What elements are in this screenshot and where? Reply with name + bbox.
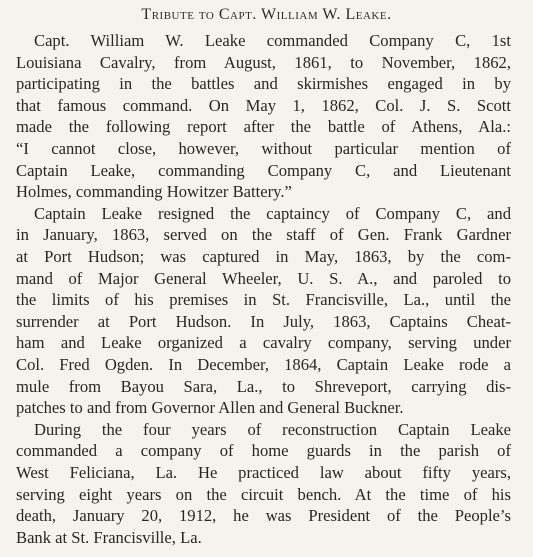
paragraph-2-line-4: mand of Major General Wheeler, U. S. A., and paroled to [16,268,511,288]
paragraph-2-line-9: mule from Bayou Sara, La., to Shreveport, carrying dis- [16,376,511,396]
paragraph-1-line-4: that famous command. On May 1, 1862, Col. J. S. Scott [16,95,511,115]
paragraph-2-line-1: Captain Leake resigned the captaincy of Company C, and [34,203,511,223]
paragraph-3-line-4: serving eight years on the circuit bench. At the time of his [16,484,511,504]
paragraph-3-line-1: During the four years of reconstruction Captain Leake [34,419,511,439]
paragraph-2-line-2: in January, 1863, served on the staff of Gen. Frank Gardner [16,225,511,245]
paragraph-1-line-1: Capt. William W. Leake commanded Company C, 1st [34,31,511,50]
page-title: Tribute to Capt. William W. Leake. [141,6,392,23]
paragraph-3-line-2: commanded a company of home guards in the parish of [16,441,511,461]
paragraph-2-line-8: Col. Fred Ogden. In December, 1864, Captain Leake rode a [16,355,511,374]
paragraph-1-line-3: participating in the battles and skirmishes engaged in by [16,74,511,94]
paragraph-1-line-6: “I cannot close, however, without particular mention of [16,139,511,158]
paragraph-2-line-6: surrender at Port Hudson. In July, 1863, Captains Cheat- [16,311,511,331]
paragraph-1-line-5: made the following report after the battle of Athens, Ala.: [16,117,511,137]
paragraph-2-line-5: the limits of his premises in St. Francisville, La., until the [16,290,511,310]
paragraph-1-line-2: Louisiana Cavalry, from August, 1861, to November, 1862, [16,52,511,72]
paragraph-1-line-7: Captain Leake, commanding Company C, and Lieutenant [16,160,511,180]
paragraph-3-line-6: Bank at St. Francisville, La. [16,527,202,547]
paragraph-2-line-3: at Port Hudson; was captured in May, 1863, by the com- [16,247,511,266]
paragraph-2-line-7: ham and Leake organized a cavalry company, serving under [16,333,511,353]
paragraph-3-line-3: West Feliciana, La. He practiced law about fifty years, [16,463,511,482]
paragraph-3-line-5: death, January 20, 1912, he was President of the People’s [16,506,511,526]
paragraph-1-line-8: Holmes, commanding Howitzer Battery.” [16,182,292,202]
paragraph-2-line-10: patches to and from Governor Allen and General Buckner. [16,398,404,418]
